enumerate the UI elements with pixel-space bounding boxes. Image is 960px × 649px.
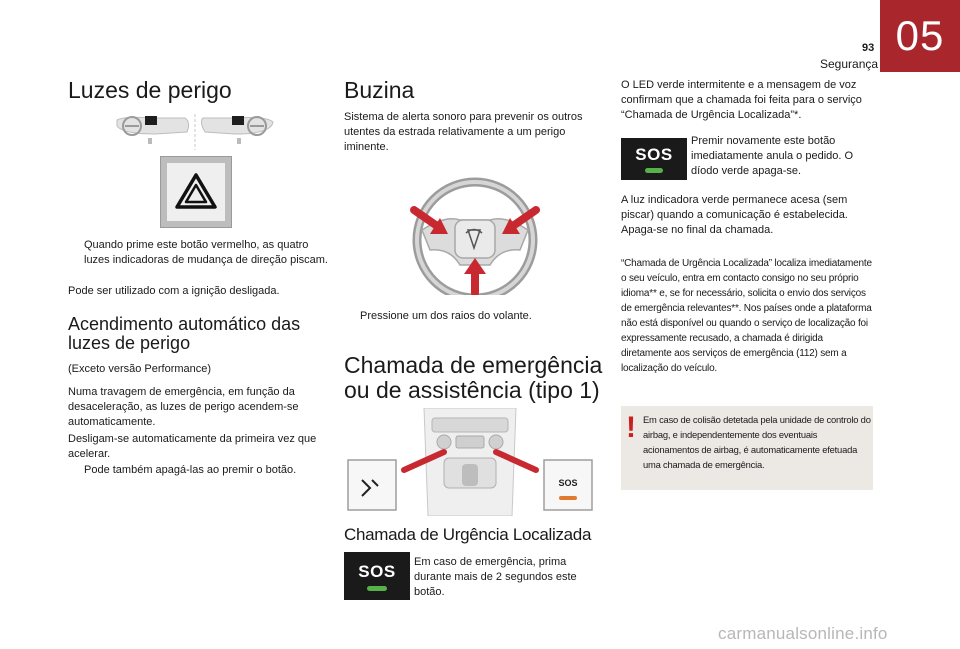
turn-off-bullet [68,463,330,478]
dashboard-position-illustration [115,112,275,152]
auto-hazard-title: Acendimento automático das luzes de perigo [68,314,301,353]
horn-bullet [344,309,594,324]
led-confirm-text: O LED verde intermitente e a mensagem de voz confirmam que a chamada foi feita para o serviço “Chamada de Urgência Localizada”*. [621,79,862,121]
warning-exclamation-icon: ! [626,411,636,444]
console-illustration [344,408,596,516]
hazard-button [167,163,225,221]
hazard-lights-title: Luzes de perigo [68,77,232,103]
watermark: carmanualsonline.info [718,624,888,643]
performance-note: (Exceto versão Performance) [68,363,212,375]
hazard-button-frame [160,156,232,228]
sos-button-image [344,552,410,600]
hazard-bullet-text: Quando prime este botão vermelho, as quatro luzes indicadoras de mudança de direção piscam. [84,239,328,266]
hazard-bullet [68,238,330,268]
sos-led-icon-2 [645,168,663,173]
horn-description: Sistema de alerta sonoro para prevenir os outros utentes da estrada relativamente a um perigo iminente. [344,111,583,153]
console-sos-label: SOS [558,478,578,488]
page-number: 93 [862,42,875,54]
horn-bullet-text: Pressione um dos raios do volante. [360,310,532,322]
warning-text: Em caso de colisão detetada pela unidade de controlo do airbag, e independentemente dos eventuais acionamentos de airbag, é automaticamente efetuada uma chamada de emergência. [643,414,871,470]
section-label: Segurança [820,57,879,71]
hazard-triangle-icon [167,163,225,221]
emergency-braking-text: Numa travagem de emergência, em função da desaceleração, as luzes de perigo acendem-se automaticamente. [68,386,299,428]
sos-label-2: SOS [635,145,673,164]
ignition-note: Pode ser utilizado com a ignição desligada. [68,285,280,297]
steering-wheel-illustration [400,170,550,295]
localized-call-footnote: “Chamada de Urgência Localizada” localiza imediatamente o seu veículo, entra em contacto consigo no seu próprio idioma** e, se for necessário, solicita o envio dos serviços de emergência relevantes**. Nos países onde a plataforma não está disponível ou quando o serviço de localização foi expressamente recusado, a chamada é dirigida diretamente aos serviços de emergência (112) sem a localização do veículo. [621,258,872,374]
cancel-request-text: Premir novamente este botão imediatamente anula o pedido. O díodo verde apaga-se. [691,135,854,177]
turn-off-bullet-text: Pode também apagá-las ao premir o botão. [84,464,297,476]
chapter-tab: 05 [880,0,960,72]
emergency-call-title: Chamada de emergência ou de assistência (tipo 1) [344,352,603,403]
horn-title: Buzina [344,77,415,103]
sos-press-text: Em caso de emergência, prima durante mais de 2 segundos este botão. [414,556,577,598]
sos-button-image-2 [621,138,687,180]
sos-led-icon [367,586,387,591]
sos-label: SOS [358,561,396,581]
localized-call-title: Chamada de Urgência Localizada [344,525,592,544]
auto-off-text: Desligam-se automaticamente da primeira vez que acelerar. [68,433,317,460]
green-light-text: A luz indicadora verde permanece acesa (sem piscar) quando a comunicação é estabelecida. Apaga-se no final da chamada. [621,194,848,236]
